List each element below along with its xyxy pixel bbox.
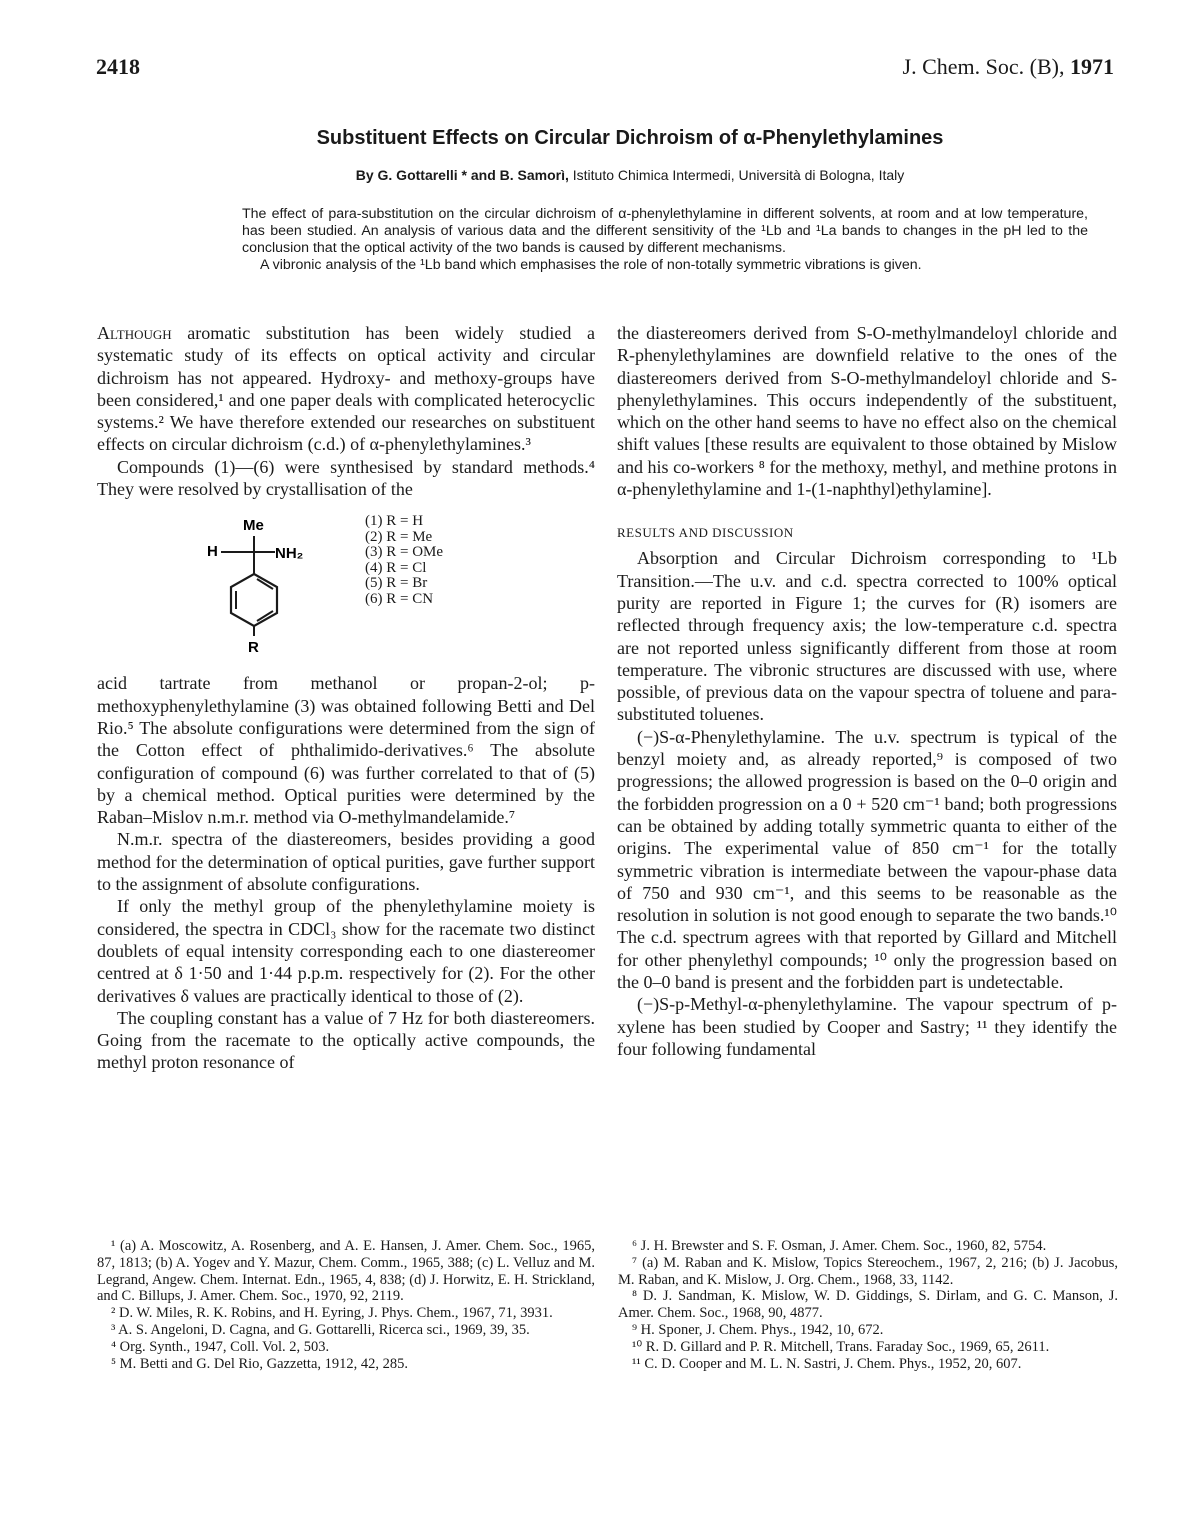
abstract (242, 206, 1088, 274)
footnote: ⁶ J. H. Brewster and S. F. Osman, J. Amer. Chem. Soc., 1960, 82, 5754. (632, 1238, 1047, 1254)
compound-entry: (3) R = OMe (365, 544, 444, 561)
body-paragraph: the diastereomers derived from S-O-methylmandeloyl chloride and R-phenylethylamines are downfield relative to the ones of the diastereomers derived from S-O-methylmandeloyl chloride and S-phenylethylamines. This occurs independently of the substituent, which on the other hand seems to have no effect also on the chemical shift values [these results are equivalent to those obtained by Mislow and his co-workers ⁸ for the methoxy, methyl, and methine protons in α-phenylethylamine and 1-(1-naphthyl)ethylamine]. (617, 323, 1117, 500)
footnote: ¹¹ C. D. Cooper and M. L. N. Sastri, J. Chem. Phys., 1952, 20, 607. (632, 1355, 1022, 1372)
footnote: ¹ (a) A. Moscowitz, A. Rosenberg, and A. E. Hansen, J. Amer. Chem. Soc., 1965, 87, 1813; (b) A. Yogev and Y. Mazur, Chem. Comm., 1965, 388; (c) L. Velluz and M. Legrand, Angew. Chem. Internat. Edn., 1965, 4, 838; (d) J. Horwitz, E. H. Strickland, and C. Billups, J. Amer. Chem. Soc., 1970, 92, 2119. (97, 1238, 595, 1305)
compound-entry: (5) R = Br (365, 575, 428, 592)
abstract-paragraph: The effect of para-substitution on the circular dichroism of α-phenylethylamine in different solvents, at room and at low temperature, has been studied. An analysis of various data and the different sensitivity of the ¹Lb and ¹La bands to changes in the pH led to the conclusion that the optical activity of the two bands is caused by different mechanisms. (242, 206, 1088, 256)
body-paragraph: The coupling constant has a value of 7 Hz for both diastereomers. Going from the racemate to the optically active compounds, the methyl proton resonance of (97, 1007, 595, 1073)
footnote: ⁵ M. Betti and G. Del Rio, Gazzetta, 1912, 42, 285. (111, 1355, 409, 1372)
benzene-ring (231, 574, 277, 626)
abstract-paragraph: A vibronic analysis of the ¹Lb band which emphasises the role of non-totally symmetric vibrations is given. (260, 257, 922, 273)
compound-entry: (4) R = Cl (365, 559, 427, 576)
journal-name: J. Chem. Soc. (B), (902, 54, 1070, 79)
footnotes-right (618, 1238, 1118, 1372)
section-heading: RESULTS AND DISCUSSION (617, 525, 794, 541)
body-paragraph: N.m.r. spectra of the diastereomers, besides providing a good method for the determination of optical purities, gave further support to the assignment of absolute configurations. (97, 829, 595, 895)
structure-figure (97, 514, 595, 662)
body-paragraph: (−)S-α-Phenylethylamine. The u.v. spectrum is typical of the benzyl moiety and, as already reported,⁹ is composed of two progressions; the allowed progression is based on the 0–0 origin and the forbidden progression on a 0 + 520 cm⁻¹ band; both progressions can be obtained by adding totally symmetric quanta to either of the origins. The experimental value of 850 cm⁻¹ for the totally symmetric vibration is intermediate between the vapour-phase data of 750 and 930 cm⁻¹, and this seems to be reasonable as the resolution in solution is not good enough to separate the two bands.¹⁰ The c.d. spectrum agrees with that reported by Gillard and Mitchell for other phenylethyl compounds; ¹⁰ only the progression based on the 0–0 band is present and the forbidden part is undetectable. (617, 726, 1117, 993)
body-paragraph: Absorption and Circular Dichroism corresponding to ¹Lb Transition.—The u.v. and c.d. spectra corrected to 100% optical purity are reported in Figure 1; the curves for (R) isomers are reflected through frequency axis; the low-temperature c.d. spectra are not reported unless significantly different from those at room temperature. The vibronic structures are discussed with use, where possible, of previous data on the vapour spectra of toluene and para-substituted toluenes. (617, 548, 1117, 725)
journal-citation (903, 56, 1114, 78)
methyl-label: Me (243, 517, 264, 535)
body-paragraph: If only the methyl group of the phenylethylamine moiety is considered, the spectra in CDCl₃ show for the racemate two distinct doublets of equal intensity corresponding each to one diastereomer centred at δ 1·50 and 1·44 p.p.m. respectively for (2). For the other derivatives δ values are practically identical to those of (2). (97, 896, 595, 1006)
author-names: By G. Gottarelli * and B. Samorì, (355, 167, 569, 183)
footnote: ³ A. S. Angeloni, D. Cagna, and G. Gottarelli, Ricerca sci., 1969, 39, 35. (111, 1321, 530, 1338)
compound-entry: (6) R = CN (365, 590, 434, 607)
footnote: ⁷ (a) M. Raban and K. Mislow, Topics Stereochem., 1967, 2, 216; (b) J. Jacobus, M. Raban, and K. Mislow, J. Org. Chem., 1968, 33, 1142. (618, 1254, 1118, 1288)
body-paragraph (97, 322, 595, 456)
body-paragraph: acid tartrate from methanol or propan-2-ol; p-methoxyphenylethylamine (3) was obtained following Betti and Del Rio.⁵ The absolute configurations were determined from the sign of the Cotton effect of phthalimido-derivatives.⁶ The absolute configuration of compound (6) was further correlated to that of (5) by a chemical method. Optical purities were determined by the Raban–Mislov n.m.r. method via O-methylmandelamide.⁷ (97, 673, 595, 828)
compound-entry: (1) R = H (365, 513, 424, 530)
right-column (617, 322, 1117, 1060)
author-line (120, 167, 1140, 184)
footnote: ⁸ D. J. Sandman, K. Mislow, W. D. Giddings, S. Dirlam, and G. C. Manson, J. Amer. Chem. Soc., 1968, 90, 4877. (618, 1288, 1118, 1322)
footnote: ⁴ Org. Synth., 1947, Coll. Vol. 2, 503. (111, 1338, 330, 1355)
footnotes-left (97, 1238, 595, 1372)
phenylethylamine-structure (207, 514, 347, 662)
body-paragraph: Compounds (1)—(6) were synthesised by standard methods.⁴ They were resolved by crystallisation of the (97, 456, 595, 500)
lead-word: Although (97, 323, 172, 343)
author-affiliation: Istituto Chimica Intermedi, Università di Bologna, Italy (568, 167, 905, 183)
footnote: ¹⁰ R. D. Gillard and P. R. Mitchell, Trans. Faraday Soc., 1969, 65, 2611. (632, 1338, 1050, 1355)
substituent-label: R (248, 639, 259, 657)
body-paragraph: (−)S-p-Methyl-α-phenylethylamine. The vapour spectrum of p-xylene has been studied by Cooper and Sastry; ¹¹ they identify the four following fundamental (617, 994, 1117, 1059)
amino-label: NH₂ (275, 545, 304, 563)
hydrogen-label: H (207, 543, 218, 561)
journal-year: 1971 (1070, 54, 1114, 79)
article-title: Substituent Effects on Circular Dichroism of α-Phenylethylamines (316, 127, 944, 149)
footnote: ⁹ H. Sponer, J. Chem. Phys., 1942, 10, 672. (632, 1321, 884, 1338)
body-text: aromatic substitution has been widely studied a systematic study of its effects on optical activity and circular dichroism has not appeared. Hydroxy- and methoxy-groups have been considered,¹ and one paper deals with complicated heterocyclic systems.² We have therefore extended our researches on substituent effects on circular dichroism (c.d.) of α-phenylethylamines.³ (97, 323, 595, 455)
compound-list (365, 514, 443, 607)
compound-entry: (2) R = Me (365, 528, 433, 545)
page-number: 2418 (96, 54, 140, 79)
footnote: ² D. W. Miles, R. K. Robins, and H. Eyring, J. Phys. Chem., 1967, 71, 3931. (111, 1305, 553, 1322)
left-column (97, 322, 595, 1074)
